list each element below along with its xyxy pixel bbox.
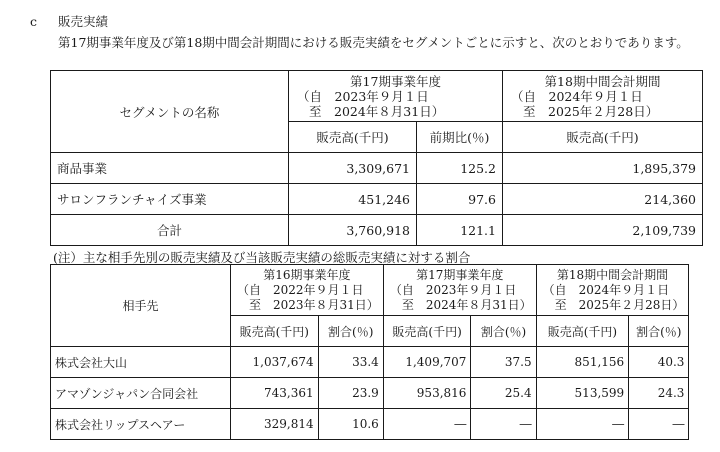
note-text: (注）主な相手先別の販売実績及び当該販売実績の総販売実績に対する割合 <box>53 250 471 265</box>
party-header: 相手先 <box>51 265 231 347</box>
sales-column-header: 販売高(千円) <box>383 316 471 347</box>
intro-paragraph: 第17期事業年度及び第18期中間会計期間における販売実績をセグメントごとに示すと、次のとおりであります。 <box>58 35 689 50</box>
sales16-value: 743,361 <box>231 378 319 409</box>
period16-header: 第16期事業年度 （自 2022年９月１日 至 2023年８月31日） <box>231 265 384 316</box>
sales18-value: 1,895,379 <box>503 153 703 184</box>
ratio18-value: 40.3 <box>629 347 689 378</box>
segment-name: 商品事業 <box>51 153 289 184</box>
total-label: 合計 <box>51 215 289 246</box>
sales17-value: ― <box>383 409 471 440</box>
yoy-value: 121.1 <box>417 215 503 246</box>
ratio16-value: 33.4 <box>318 347 383 378</box>
ratio16-value: 10.6 <box>318 409 383 440</box>
segment-sales-table <box>50 70 703 246</box>
ratio17-value: 37.5 <box>471 347 536 378</box>
segment-name-header: セグメントの名称 <box>51 71 289 153</box>
section-mark: c <box>30 14 38 29</box>
sales16-value: 1,037,674 <box>231 347 319 378</box>
ratio16-value: 23.9 <box>318 378 383 409</box>
sales-column-header: 販売高(千円) <box>289 122 417 153</box>
table-row <box>51 409 689 440</box>
yoy-column-header: 前期比(％) <box>417 122 503 153</box>
period18-header: 第18期中間会計期間 （自 2024年９月１日 至 2025年２月28日） <box>503 71 703 122</box>
sales18-value: 513,599 <box>536 378 629 409</box>
sales18-value: 851,156 <box>536 347 629 378</box>
section-title: 販売実績 <box>58 14 109 29</box>
table-row <box>51 347 689 378</box>
table-row-total <box>51 215 703 246</box>
section-heading <box>30 12 108 30</box>
sales17-value: 3,309,671 <box>289 153 417 184</box>
sales17-value: 953,816 <box>383 378 471 409</box>
period17-header: 第17期事業年度 （自 2023年９月１日 至 2024年８月31日） <box>289 71 503 122</box>
sales16-value: 329,814 <box>231 409 319 440</box>
customer-sales-table <box>50 264 689 440</box>
period17-header: 第17期事業年度 （自 2023年９月１日 至 2024年８月31日） <box>383 265 536 316</box>
ratio-column-header: 割合(％) <box>318 316 383 347</box>
sales17-value: 3,760,918 <box>289 215 417 246</box>
yoy-value: 125.2 <box>417 153 503 184</box>
ratio-column-header: 割合(％) <box>471 316 536 347</box>
sales18-value: 2,109,739 <box>503 215 703 246</box>
segment-name: サロンフランチャイズ事業 <box>51 184 289 215</box>
party-name: 株式会社リップスヘアー <box>51 409 231 440</box>
period18-header: 第18期中間会計期間 （自 2024年９月１日 至 2025年２月28日） <box>536 265 689 316</box>
table-row <box>51 153 703 184</box>
party-name: アマゾンジャパン合同会社 <box>51 378 231 409</box>
party-name: 株式会社大山 <box>51 347 231 378</box>
table-row <box>51 378 689 409</box>
sales-column-header: 販売高(千円) <box>231 316 319 347</box>
sales17-value: 451,246 <box>289 184 417 215</box>
sales18-value: ― <box>536 409 629 440</box>
table-row <box>51 184 703 215</box>
sales18-column-header: 販売高(千円) <box>503 122 703 153</box>
sales17-value: 1,409,707 <box>383 347 471 378</box>
sales18-value: 214,360 <box>503 184 703 215</box>
ratio17-value: ― <box>471 409 536 440</box>
ratio-column-header: 割合(％) <box>629 316 689 347</box>
yoy-value: 97.6 <box>417 184 503 215</box>
ratio18-value: 24.3 <box>629 378 689 409</box>
ratio18-value: ― <box>629 409 689 440</box>
sales-column-header: 販売高(千円) <box>536 316 629 347</box>
ratio17-value: 25.4 <box>471 378 536 409</box>
